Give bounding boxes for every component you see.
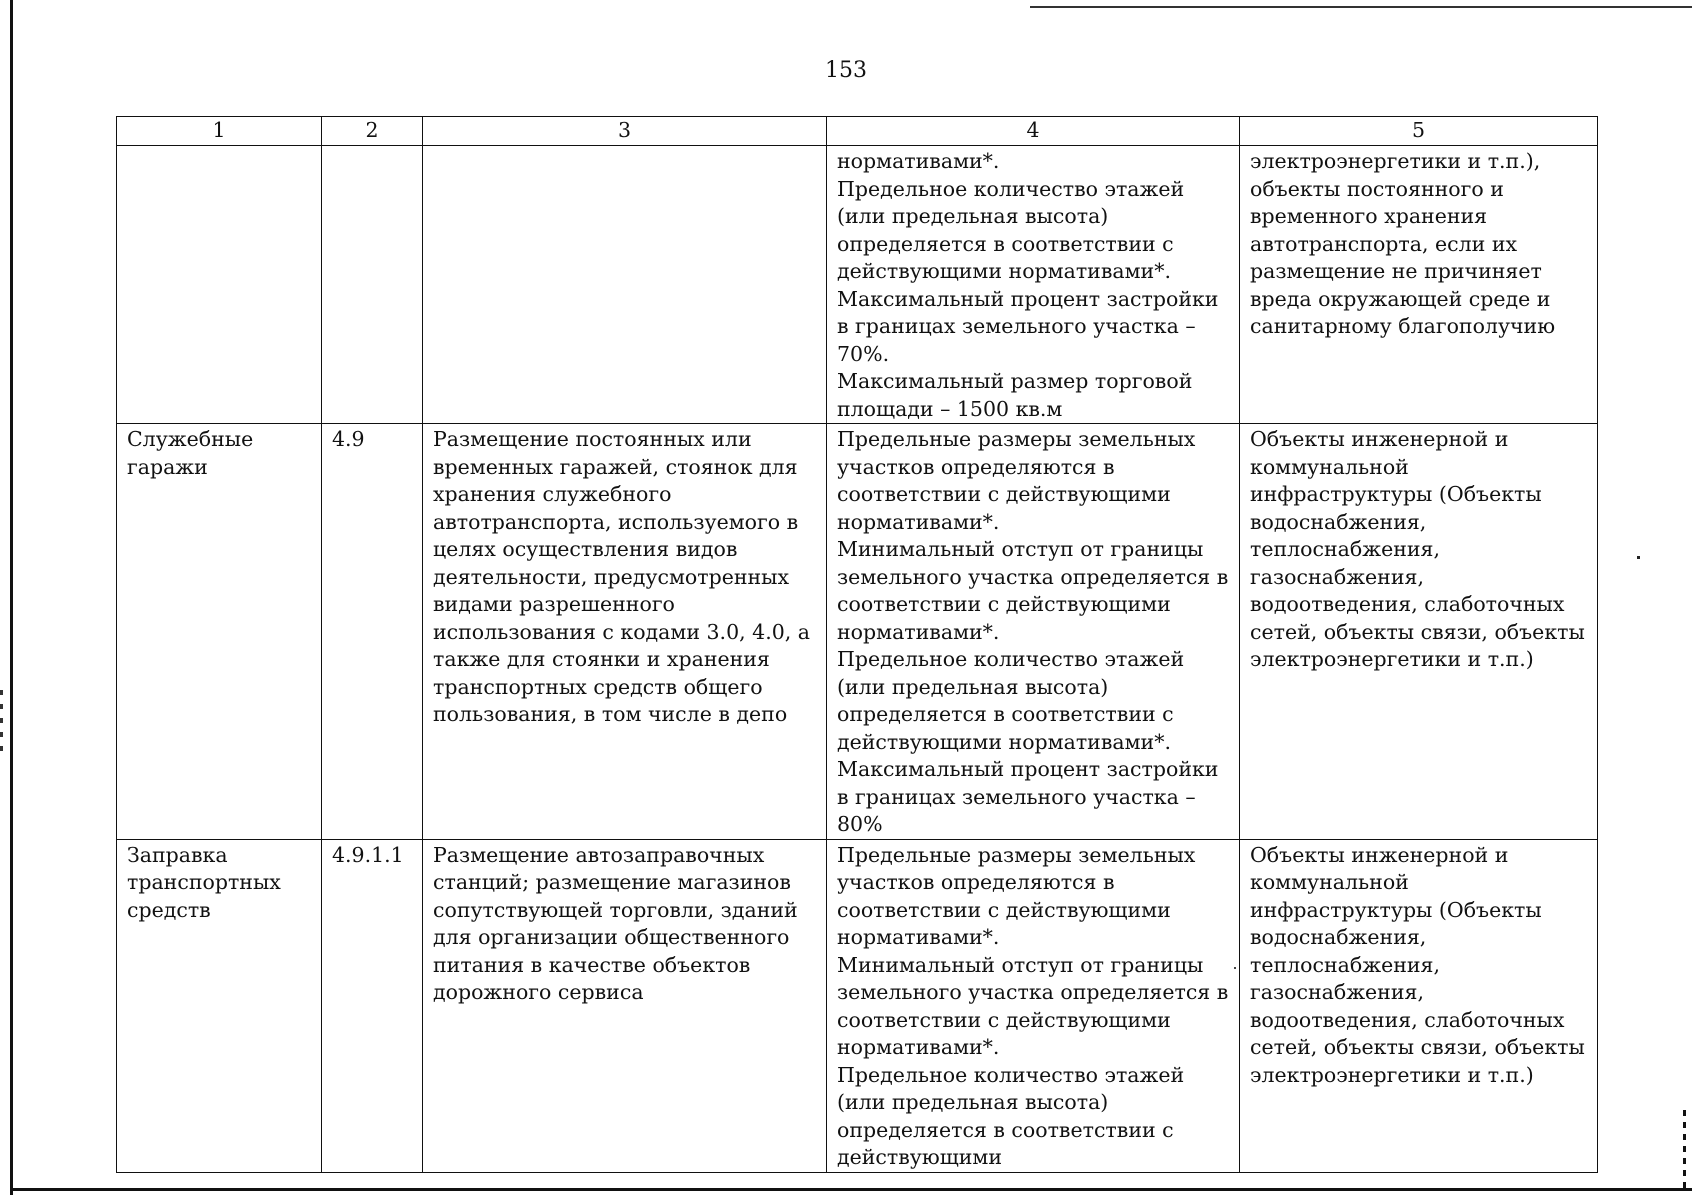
table-row — [117, 146, 1598, 424]
use-name-cell: Служебные гаражи — [117, 424, 322, 840]
scan-border-top — [1030, 6, 1692, 8]
table-header-row — [117, 117, 1598, 146]
description-cell — [423, 146, 827, 424]
header-cell-3: 3 — [423, 117, 827, 146]
description-cell: Размещение постоянных или временных гаражей, стоянок для хранения служебного автотранспорта, используемого в целях осуществления видов деятельности, предусмотренных видами разрешенного использования с кодами 3.0, 4.0, а также для стоянки и хранения транспортных средств общего пользования, в том числе в депо — [423, 424, 827, 840]
parameters-cell: нормативами*. Предельное количество этажей (или предельная высота) определяется в соответствии с действующими нормативами*. Максимальный процент застройки в границах земельного участка – 70%. Максимальный размер торговой площади – 1500 кв.м — [827, 146, 1240, 424]
header-cell-1: 1 — [117, 117, 322, 146]
description-cell: Размещение автозаправочных станций; размещение магазинов сопутствующей торговли, зданий для организации общественного питания в качестве объектов дорожного сервиса — [423, 839, 827, 1172]
auxiliary-uses-cell: электроэнергетики и т.п.), объекты постоянного и временного хранения автотранспорта, если их размещение не причиняет вреда окружающей среде и санитарному благополучию — [1240, 146, 1598, 424]
parameters-cell: Предельные размеры земельных участков определяются в соответствии с действующими нормативами*. Минимальный отступ от границы земельного участка определяется в соответствии с действующими нормативами*. Предельное количество этажей (или предельная высота) определяется в соответствии с действующими — [827, 839, 1240, 1172]
use-code-cell: 4.9 — [322, 424, 423, 840]
parameters-cell: Предельные размеры земельных участков определяются в соответствии с действующими нормативами*. Минимальный отступ от границы земельного участка определяется в соответствии с действующими нормативами*. Предельное количество этажей (или предельная высота) определяется в соответствии с действующими нормативами*. Максимальный процент застройки в границах земельного участка – 80% — [827, 424, 1240, 840]
use-code-cell: 4.9.1.1 — [322, 839, 423, 1172]
table-row — [117, 424, 1598, 840]
scan-edge-marks-left — [0, 690, 3, 760]
header-cell-4: 4 — [827, 117, 1240, 146]
auxiliary-uses-cell: Объекты инженерной и коммунальной инфраструктуры (Объекты водоснабжения, теплоснабжения, газоснабжения, водоотведения, слаботочных сетей, объекты связи, объекты электроэнергетики и т.п.) — [1240, 839, 1598, 1172]
table-row — [117, 839, 1598, 1172]
scan-speck — [1637, 556, 1640, 559]
header-cell-2: 2 — [322, 117, 423, 146]
use-code-cell — [322, 146, 423, 424]
use-name-cell — [117, 146, 322, 424]
auxiliary-uses-cell: Объекты инженерной и коммунальной инфраструктуры (Объекты водоснабжения, теплоснабжения, газоснабжения, водоотведения, слаботочных сетей, объекты связи, объекты электроэнергетики и т.п.) — [1240, 424, 1598, 840]
scan-border-bottom — [10, 1188, 1692, 1191]
zoning-table — [116, 116, 1598, 1173]
scan-border-left — [10, 0, 13, 1195]
header-cell-5: 5 — [1240, 117, 1598, 146]
scan-edge-marks-right — [1683, 1110, 1686, 1190]
page-number: 153 — [825, 58, 867, 83]
use-name-cell: Заправка транспортных средств — [117, 839, 322, 1172]
